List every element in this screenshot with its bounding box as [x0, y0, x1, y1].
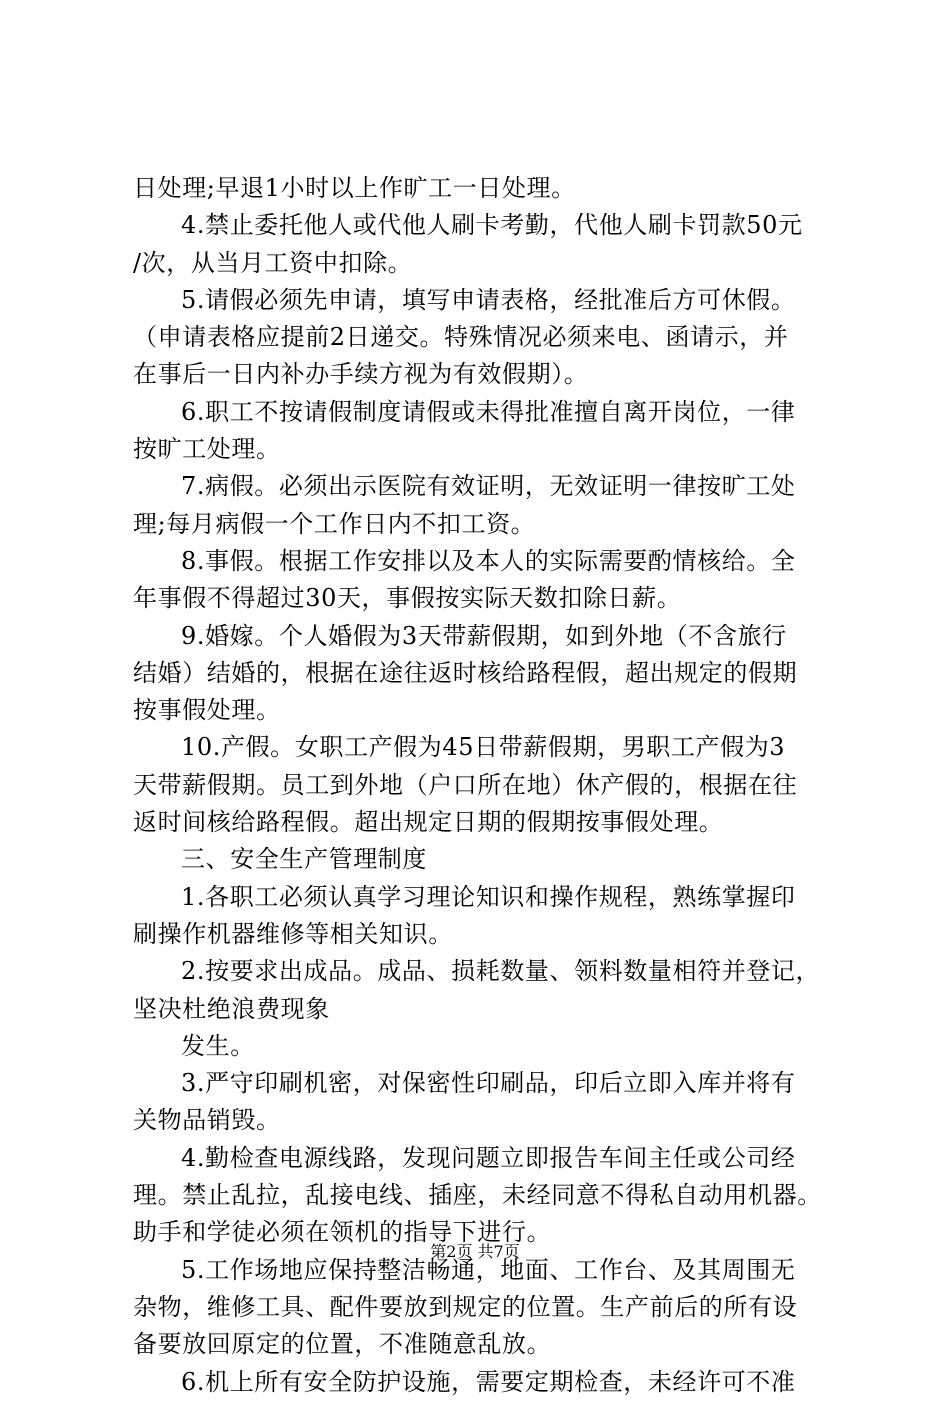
text-line: 杂物，维修工具、配件要放到规定的位置。生产前后的所有设 [133, 1292, 798, 1321]
text-line: 日处理;早退1小时以上作旷工一日处理。 [133, 174, 576, 202]
text-line: 5.请假必须先申请，填写申请表格，经批准后方可休假。 [181, 285, 796, 314]
text-line: /次，从当月工资中扣除。 [133, 248, 413, 277]
text-line: 4.勤检查电源线路，发现问题立即报告车间主任或公司经 [181, 1143, 796, 1172]
text-line: 关物品销毁。 [133, 1106, 281, 1135]
page-number-footer: 第2页 共7页 [430, 1242, 520, 1261]
text-line: 结婚）结婚的，根据在途往返时核给路程假，超出规定的假期 [133, 658, 798, 687]
text-line: 10.产假。女职工产假为45日带薪假期，男职工产假为3 [181, 733, 786, 762]
text-line: 5.工作场地应保持整洁畅通，地面、工作台、及其周围无 [181, 1255, 796, 1284]
document-body [133, 170, 837, 1401]
text-line: 6.职工不按请假制度请假或未得批准擅自离开岗位，一律 [181, 397, 796, 426]
text-line: （申请表格应提前2日递交。特殊情况必须来电、函请示，并 [133, 323, 789, 352]
text-line: 助手和学徒必须在领机的指导下进行。 [133, 1218, 552, 1247]
text-line: 8.事假。根据工作安排以及本人的实际需要酌情核给。全 [181, 546, 796, 575]
text-line: 9.婚嫁。个人婚假为3天带薪假期，如到外地（不含旅行 [181, 621, 787, 650]
text-line: 按旷工处理。 [133, 435, 281, 464]
text-line: 3.严守印刷机密，对保密性印刷品，印后立即入库并将有 [181, 1069, 796, 1098]
text-line: 刷操作机器维修等相关知识。 [133, 919, 453, 948]
text-line: 备要放回原定的位置，不准随意乱放。 [133, 1330, 552, 1359]
text-line: 7.病假。必须出示医院有效证明，无效证明一律按旷工处 [181, 472, 796, 501]
text-line: 在事后一日内补办手续方视为有效假期）。 [133, 360, 589, 389]
text-line: 1.各职工必须认真学习理论知识和操作规程，熟练掌握印 [181, 882, 796, 911]
text-line: 6.机上所有安全防护设施，需要定期检查，未经许可不准 [181, 1367, 796, 1396]
text-line: 三、安全生产管理制度 [181, 845, 427, 874]
text-line: 坚决杜绝浪费现象 [133, 994, 330, 1023]
text-line: 天带薪假期。员工到外地（户口所在地）休产假的，根据在往 [133, 770, 798, 799]
text-line: 年事假不得超过30天，事假按实际天数扣除日薪。 [133, 584, 682, 613]
text-line: 4.禁止委托他人或代他人刷卡考勤，代他人刷卡罚款50元 [181, 211, 803, 240]
text-line: 理;每月病假一个工作日内不扣工资。 [133, 509, 536, 538]
text-line: 2.按要求出成品。成品、损耗数量、领料数量相符并登记， [181, 957, 821, 986]
text-line: 返时间核给路程假。超出规定日期的假期按事假处理。 [133, 808, 724, 837]
text-line: 发生。 [181, 1031, 255, 1060]
text-line: 理。禁止乱拉，乱接电线、插座，未经同意不得私自动用机器。 [133, 1181, 822, 1210]
text-line: 按事假处理。 [133, 696, 281, 725]
